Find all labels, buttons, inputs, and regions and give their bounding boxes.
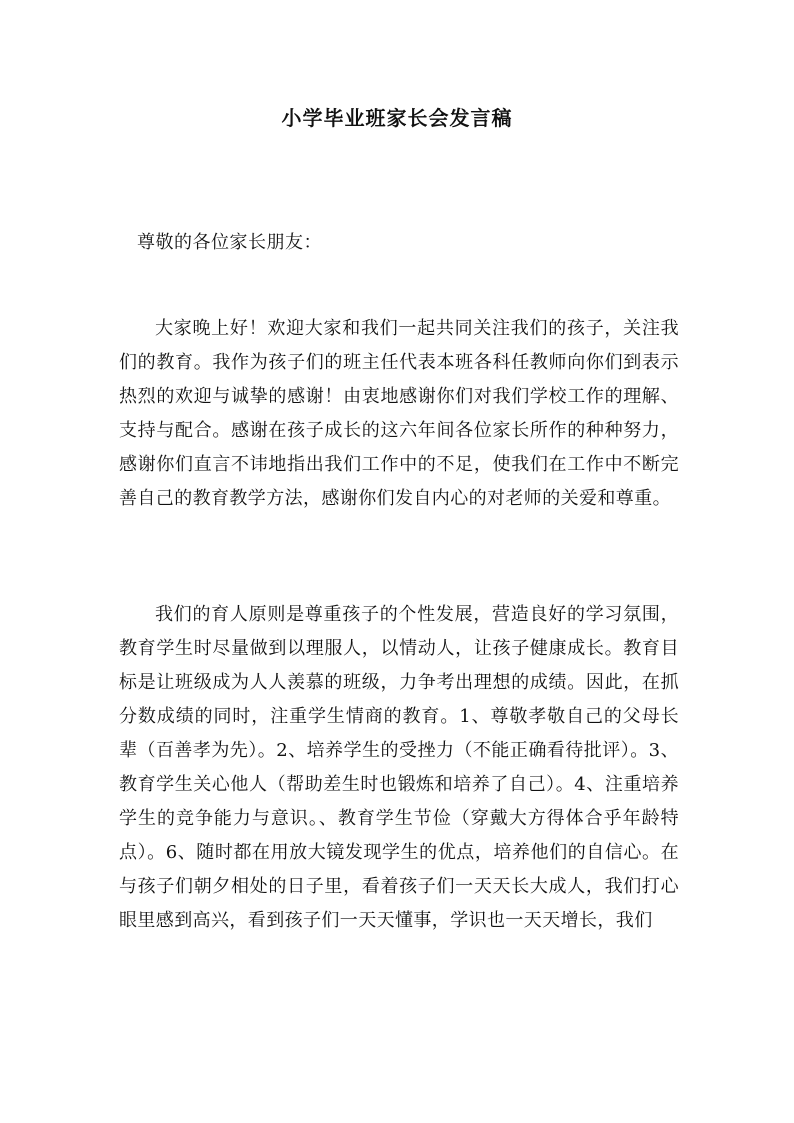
document-title: 小学毕业班家长会发言稿: [281, 106, 513, 130]
salutation: 尊敬的各位家长朋友：: [137, 232, 322, 253]
paragraph-education-principles: 我们的育人原则是尊重孩子的个性发展，营造良好的学习氛围，教育学生时尽量做到以理服人，以情动人，让孩子健康成长。教育目标是让班级成为人人羡慕的班级，力争考出理想的成绩。因此，在抓分数成绩的同时，注重学生情商的教育。1、尊敬孝敬自己的父母长辈（百善孝为先）。2、培养学生的受挫力（不能正确看待批评）。3、教育学生关心他人（帮助差生时也锻炼和培养了自己）。4、注重培养学生的竞争能力与意识。、教育学生节俭（穿戴大方得体合乎年龄特点）。6、随时都在用放大镜发现学生的优点，培养他们的自信心。在与孩子们朝夕相处的日子里，看着孩子们一天天长大成人，我们打心眼里感到高兴，看到孩子们一天天懂事，学识也一天天增长，我们: [119, 604, 679, 931]
paragraph-welcome: 大家晚上好！欢迎大家和我们一起共同关注我们的孩子，关注我们的教育。我作为孩子们的班主任代表本班各科任教师向你们到表示热烈的欢迎与诚挚的感谢！由衷地感谢你们对我们学校工作的理解、支持与配合。感谢在孩子成长的这六年间各位家长所作的种种努力，感谢你们直言不讳地指出我们工作中的不足，使我们在工作中不断完善自己的教育教学方法，感谢你们发自内心的对老师的关爱和尊重。: [119, 318, 679, 509]
